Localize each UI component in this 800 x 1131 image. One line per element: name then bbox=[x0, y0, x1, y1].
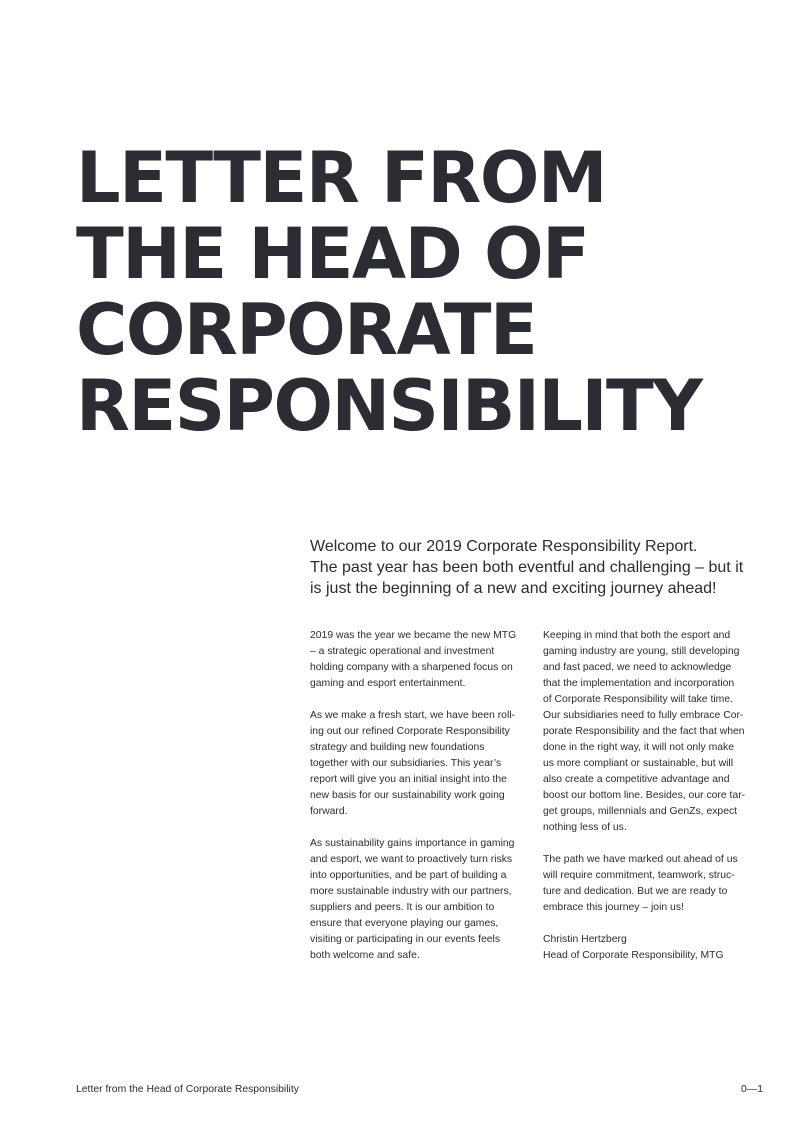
signature-role: Head of Corporate Responsibility, MTG bbox=[543, 950, 724, 961]
body-line: report will give you an initial insight into the bbox=[310, 774, 507, 785]
body-line: together with our subsidiaries. This year’s bbox=[310, 758, 502, 769]
body-line: new basis for our sustainability work going bbox=[310, 790, 505, 801]
body-line: As we make a fresh start, we have been roll- bbox=[310, 710, 516, 721]
body-line: holding company with a sharpened focus on bbox=[310, 662, 513, 673]
body-line: ture and dedication. But we are ready to bbox=[543, 886, 728, 897]
body-line: done in the right way, it will not only make bbox=[543, 742, 734, 753]
body-line: Keeping in mind that both the esport and bbox=[543, 630, 731, 641]
body-line: nothing less of us. bbox=[543, 822, 627, 833]
right-text-column bbox=[543, 628, 768, 980]
body-line: ing out our refined Corporate Responsibility bbox=[310, 726, 510, 737]
title-line: CORPORATE bbox=[76, 289, 537, 371]
body-line: gaming and esport entertainment. bbox=[310, 678, 466, 689]
body-line: visiting or participating in our events feels bbox=[310, 934, 501, 945]
body-line: strategy and building new foundations bbox=[310, 742, 485, 753]
body-line: porate Responsibility and the fact that when bbox=[543, 726, 745, 737]
body-paragraph bbox=[310, 836, 535, 964]
body-line: of Corporate Responsibility will take time. bbox=[543, 694, 733, 705]
signature-name: Christin Hertzberg bbox=[543, 934, 627, 945]
title-line: THE HEAD OF bbox=[76, 213, 589, 295]
body-line: both welcome and safe. bbox=[310, 950, 420, 961]
body-line: us more compliant or sustainable, but will bbox=[543, 758, 734, 769]
body-line: and fast paced, we need to acknowledge bbox=[543, 662, 732, 673]
intro-line: Welcome to our 2019 Corporate Responsibility Report. bbox=[310, 538, 698, 555]
intro-line: is just the beginning of a new and exciting journey ahead! bbox=[310, 580, 717, 597]
intro-line: The past year has been both eventful and challenging – but it bbox=[310, 559, 744, 576]
signature-block bbox=[543, 932, 768, 964]
body-paragraph bbox=[310, 628, 535, 692]
body-line: suppliers and peers. It is our ambition to bbox=[310, 902, 495, 913]
footer-section-title: Letter from the Head of Corporate Responsibility bbox=[76, 1084, 299, 1095]
body-line: get groups, millennials and GenZs, expect bbox=[543, 806, 738, 817]
title-line: LETTER FROM bbox=[76, 137, 606, 219]
body-line: into opportunities, and be part of building a bbox=[310, 870, 507, 881]
body-line: will require commitment, teamwork, struc- bbox=[543, 870, 735, 881]
body-line: that the implementation and incorporation bbox=[543, 678, 735, 689]
body-line: The path we have marked out ahead of us bbox=[543, 854, 738, 865]
body-line: Our subsidiaries need to fully embrace Cor- bbox=[543, 710, 744, 721]
body-line: also create a competitive advantage and bbox=[543, 774, 730, 785]
body-line: embrace this journey – join us! bbox=[543, 902, 684, 913]
body-paragraph bbox=[310, 708, 535, 820]
body-paragraph bbox=[543, 628, 768, 836]
page-title bbox=[76, 137, 702, 447]
body-line: boost our bottom line. Besides, our core tar- bbox=[543, 790, 746, 801]
body-line: forward. bbox=[310, 806, 348, 817]
body-line: – a strategic operational and investment bbox=[310, 646, 495, 657]
left-text-column bbox=[310, 628, 535, 980]
body-line: ensure that everyone playing our games, bbox=[310, 918, 499, 929]
body-line: As sustainability gains importance in gaming bbox=[310, 838, 515, 849]
title-line: RESPONSIBILITY bbox=[76, 365, 702, 447]
body-line: more sustainable industry with our partners, bbox=[310, 886, 512, 897]
body-line: and esport, we want to proactively turn risks bbox=[310, 854, 513, 865]
body-line: 2019 was the year we became the new MTG bbox=[310, 630, 517, 641]
body-line: gaming industry are young, still developing bbox=[543, 646, 740, 657]
body-paragraph bbox=[543, 852, 768, 916]
page-number: 0—1 bbox=[741, 1084, 763, 1095]
intro-paragraph bbox=[310, 536, 760, 599]
